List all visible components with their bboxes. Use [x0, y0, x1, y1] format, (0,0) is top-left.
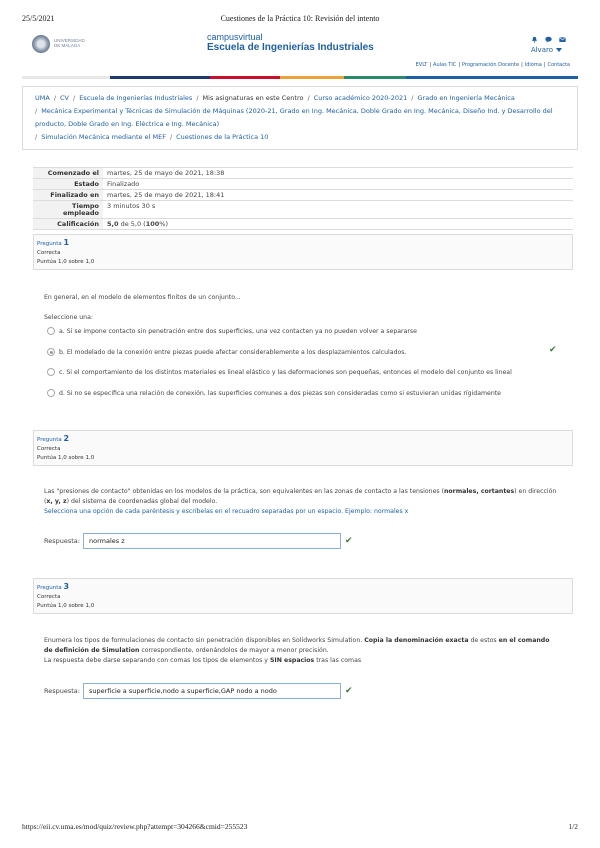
breadcrumb-degree[interactable]: Grado en Ingeniería Mecánica	[417, 94, 515, 102]
correct-check-icon: ✔	[344, 536, 353, 546]
time-label: Tiempo empleado	[33, 201, 103, 219]
table-row	[33, 179, 573, 190]
user-menu[interactable]	[531, 46, 562, 54]
user-tools	[506, 34, 566, 56]
print-header	[22, 14, 578, 24]
table-row	[33, 219, 573, 230]
correct-check-icon: ✔	[344, 686, 353, 696]
question-state: Correcta	[37, 446, 61, 452]
print-url: https://eii.cv.uma.es/mod/quiz/review.php?attempt=304266&cmid=255523	[22, 822, 248, 831]
question-state: Correcta	[37, 594, 61, 600]
state-label: Estado	[33, 179, 103, 190]
question-info-3	[33, 578, 573, 614]
grade-label: Calificación	[33, 219, 103, 230]
breadcrumb-school[interactable]: Escuela de Ingenierías Industriales	[79, 94, 193, 102]
site-brand[interactable]	[207, 32, 374, 53]
breadcrumb-my-courses[interactable]: Mis asignaturas en este Centro	[202, 94, 304, 102]
question-3-text: Enumera los tipos de formulaciones de contacto sin penetración disponibles en Solidworks Simulation. Copia la denominación exacta de estos en el comando de definición de Simulation correspondiente, ordenándolos de mayor a menor precisión. La respuesta debe darse separando con comas los tipos de elementos y SIN espacios tras las comas	[44, 637, 550, 664]
radio-button[interactable]	[47, 368, 55, 376]
chevron-down-icon	[556, 48, 562, 52]
print-page-number: 1/2	[568, 822, 578, 831]
link-programacion-docente[interactable]: Programación Docente	[462, 62, 520, 68]
breadcrumb-cv[interactable]: CV	[60, 94, 70, 102]
color-segment	[210, 76, 280, 79]
correct-check-icon: ✔	[549, 345, 557, 355]
university-logo[interactable]: UNIVERSIDAD DE MÁLAGA	[32, 34, 102, 54]
link-contacta[interactable]: Contacta	[547, 62, 570, 68]
breadcrumb-uma[interactable]: UMA	[35, 94, 50, 102]
bell-icon[interactable]	[531, 36, 538, 43]
question-info-2	[33, 430, 573, 466]
question-grade: Puntúa 1,0 sobre 1,0	[37, 455, 95, 461]
breadcrumb-year[interactable]: Curso académico 2020-2021	[313, 94, 408, 102]
radio-button[interactable]	[47, 327, 55, 335]
option-b[interactable]: b. El modelado de la conexión entre piezas puede afectar considerablemente a los desplazamientos calculados.	[47, 347, 567, 357]
print-date: 25/5/2021	[22, 14, 55, 23]
link-evlt[interactable]: EVLT	[415, 62, 428, 68]
header-color-bar	[22, 76, 578, 79]
question-state: Correcta	[37, 250, 61, 256]
answer-input[interactable]: superficie a superficie,nodo a superficie,GAP nodo a nodo	[83, 683, 341, 699]
table-row	[33, 168, 573, 179]
brand-school: Escuela de Ingenierías Industriales	[207, 42, 374, 53]
attempt-summary-table	[33, 167, 573, 230]
site-header	[22, 32, 578, 58]
chat-icon[interactable]	[545, 36, 552, 43]
color-segment	[406, 76, 578, 79]
breadcrumb-quiz[interactable]: Cuestiones de la Práctica 10	[176, 133, 269, 141]
finished-label: Finalizado en	[33, 190, 103, 201]
time-value: 3 minutos 30 s	[103, 201, 573, 219]
question-number: Pregunta 3	[37, 582, 70, 591]
table-row	[33, 190, 573, 201]
university-seal-icon	[32, 35, 50, 53]
started-label: Comenzado el	[33, 168, 103, 179]
radio-button[interactable]	[47, 389, 55, 397]
question-number: Pregunta 1	[37, 238, 70, 247]
started-value: martes, 25 de mayo de 2021, 18:38	[103, 168, 573, 179]
grade-value: 5,0 de 5,0 (100%)	[103, 219, 573, 230]
link-aulas-tic[interactable]: Aulas TIC	[433, 62, 457, 68]
color-segment	[280, 76, 344, 79]
answer-input[interactable]: normales z	[83, 533, 341, 549]
question-grade: Puntúa 1,0 sobre 1,0	[37, 259, 95, 265]
table-row	[33, 201, 573, 219]
print-footer	[22, 822, 578, 832]
question-2-instruction: Selecciona una opción de cada paréntesis y escríbelas en el recuadro separadas por un espacio. Ejemplo: normales x	[44, 508, 409, 515]
question-number: Pregunta 2	[37, 434, 70, 443]
color-segment	[344, 76, 406, 79]
breadcrumb-course[interactable]: Mecánica Experimental y Técnicas de Simulación de Máquinas (2020-21, Grado en Ing. Mecánica, Doble Grado en Ing. Mecánica, Diseño Ind. y Desarrollo del producto, Doble Grado en Ing. Eléctrica e Ing. Mecánica)	[35, 107, 553, 128]
answer-row-2	[44, 532, 353, 550]
option-c[interactable]: c. Si el comportamiento de los distintos materiales es lineal elástico y las deformaciones son pequeñas, entonces el modelo del conjunto es lineal	[47, 367, 567, 377]
answer-label: Respuesta:	[44, 687, 80, 695]
mail-icon[interactable]	[559, 36, 566, 43]
answer-row-3	[44, 682, 353, 700]
finished-value: martes, 25 de mayo de 2021, 18:41	[103, 190, 573, 201]
brand-campus: campusvirtual	[207, 32, 263, 42]
top-links: EVLT | Aulas TIC | Programación Docente | Idioma | Contacta	[415, 62, 570, 68]
radio-button-selected[interactable]	[47, 348, 55, 356]
print-title: Cuestiones de la Práctica 10: Revisión del intento	[220, 14, 380, 23]
answer-label: Respuesta:	[44, 537, 80, 545]
user-name: Alvaro	[530, 46, 553, 54]
color-segment	[22, 76, 110, 79]
color-segment	[110, 76, 210, 79]
option-d[interactable]: d. Si no se especifica una relación de conexión, las superficies comunes a dos piezas son consideradas como si estuvieran unidas rígidamente	[47, 388, 567, 398]
question-1-prompt: Seleccione una:	[44, 314, 93, 321]
breadcrumb-section[interactable]: Simulación Mecánica mediante el MEF	[41, 133, 166, 141]
question-grade: Puntúa 1,0 sobre 1,0	[37, 603, 95, 609]
state-value: Finalizado	[103, 179, 573, 190]
option-a[interactable]: a. Si se impone contacto sin penetración entre dos superficies, una vez contacten ya no pueden volver a separarse	[47, 326, 567, 336]
question-info-1	[33, 234, 573, 270]
question-1-text: En general, en el modelo de elementos finitos de un conjunto...	[44, 294, 241, 301]
link-idioma[interactable]: Idioma	[524, 62, 542, 68]
question-2-text: Las "presiones de contacto" obtenidas en los modelos de la práctica, son equivalentes en las zonas de contacto a las tensiones (normales, cortantes) en dirección (x, y, z) del sistema de coordenadas global del modelo. Selecciona una opción de cada paréntesis y escríbelas en el recuadro separadas por un espacio. Ejemplo: normales x	[44, 488, 557, 515]
breadcrumb: UMA / CV / Escuela de Ingenierías Industriales / Mis asignaturas en este Centro / Curso académico 2020-2021 / Grado en Ingeniería Mecánica / Mecánica Experimental y Técnicas de Simulación de Máquinas (2020-21, Grado en Ing. Mecánica, Doble Grado en Ing. Mecánica, Diseño Ind. y Desarrollo del producto, Doble Grado en Ing. Eléctrica e Ing. Mecánica) / Simulación Mecánica mediante el MEF / Cuestiones de la Práctica 10	[22, 86, 578, 150]
